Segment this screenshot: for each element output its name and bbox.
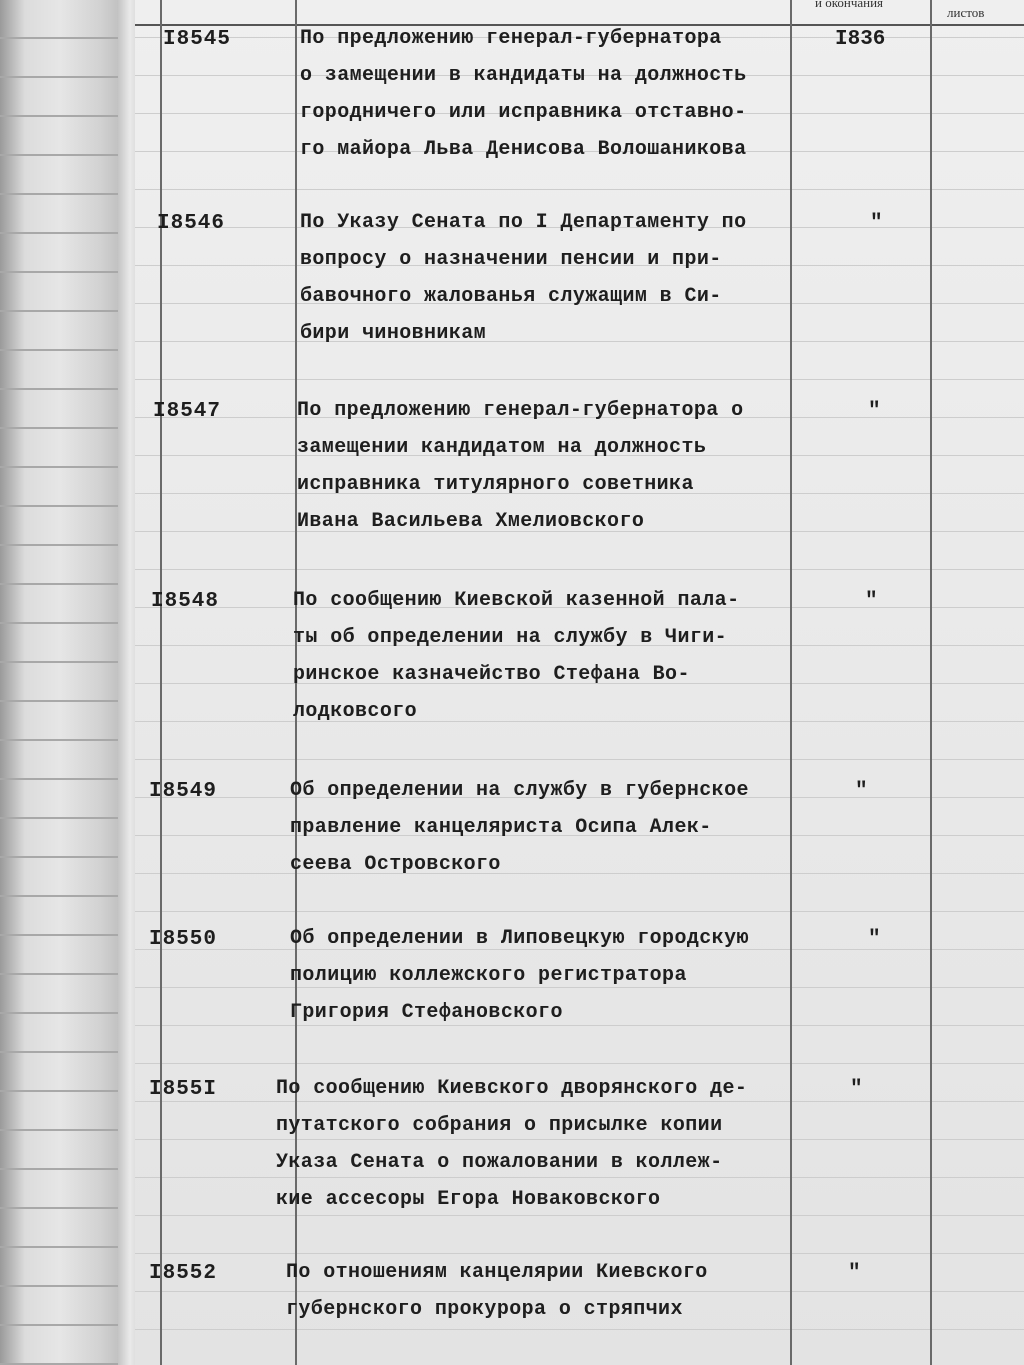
entry-description-line: сеева Островского [290,853,501,876]
entry-description-line: По сообщению Киевского дворянского де- [276,1077,748,1100]
entry-description-line: вопросу о назначении пенсии и при- [300,248,722,271]
entry-description-line: По сообщению Киевской казенной пала- [293,589,740,612]
entry-description-line: По предложению генерал-губернатора [300,27,722,50]
entry-description [290,920,850,1031]
entry-number: I8552 [149,1262,218,1285]
entry-description-line: По отношениям канцелярии Киевского [286,1261,708,1284]
entry-description [286,1254,846,1328]
entry-description-line: Указа Сената о пожаловании в коллеж- [276,1151,723,1174]
entry-description [300,20,860,168]
entry-description-line: По Указу Сената по I Департаменту по [300,211,747,234]
entry-number: I8549 [149,780,218,803]
entry-description-line: Об определении на службу в губернское [290,779,749,802]
entry-description-line: По предложению генерал-губернатора о [297,399,744,422]
entry-date: " [850,1078,863,1101]
entry-description-line: го майора Льва Денисова Волошаникова [300,138,747,161]
column-rule-4 [930,0,932,1365]
entry-number: I8545 [163,28,232,51]
entry-description-line: правление канцеляриста Осипа Алек- [290,816,712,839]
entry-date: " [868,400,881,423]
entry-description-line: бири чиновникам [300,322,487,345]
entry-description [293,582,853,730]
entry-date: I836 [835,28,886,51]
column-rule-1 [160,0,162,1365]
entry-number: I8546 [157,212,226,235]
entry-date: " [868,928,881,951]
entry-date: " [848,1262,861,1285]
entry-date: " [870,212,883,235]
entry-number: I8547 [153,400,222,423]
entry-description-line: Григория Стефановского [290,1001,563,1024]
entry-number: I8548 [151,590,220,613]
entry-description-line: исправника титулярного советника [297,473,694,496]
entry-description [300,204,860,352]
entry-description-line: о замещении в кандидаты на должность [300,64,747,87]
entry-date: " [865,590,878,613]
entry-description-line: ты об определении на службу в Чиги- [293,626,728,649]
left-page-margin [0,0,125,1365]
entry-description [276,1070,836,1218]
entry-description-line: Об определении в Липовецкую городскую [290,927,749,950]
entry-description-line: лодковсого [293,700,418,723]
header-end-date: и окончания [815,0,884,10]
entry-description-line: губернского прокурора о стряпчих [286,1298,683,1321]
entry-description-line: ринское казначейство Стефана Во- [293,663,690,686]
entry-description-line: Ивана Васильева Хмелиовского [297,510,645,533]
ledger-page [135,0,1024,1365]
entry-description [290,772,850,883]
entry-description-line: путатского собрания о присылке копии [276,1114,723,1137]
entry-description [297,392,857,540]
entry-description-line: замещении кандидатом на должность [297,436,707,459]
entry-date: " [855,780,868,803]
entry-description-line: кие ассесоры Егора Новаковского [276,1188,661,1211]
entry-number: I855I [149,1078,218,1101]
entry-description-line: городничего или исправника отставно- [300,101,747,124]
entry-description-line: бавочного жалованья служащим в Си- [300,285,722,308]
entry-number: I8550 [149,928,218,951]
entry-description-line: полицию коллежского регистратора [290,964,687,987]
header-sheets: листов [947,5,985,20]
